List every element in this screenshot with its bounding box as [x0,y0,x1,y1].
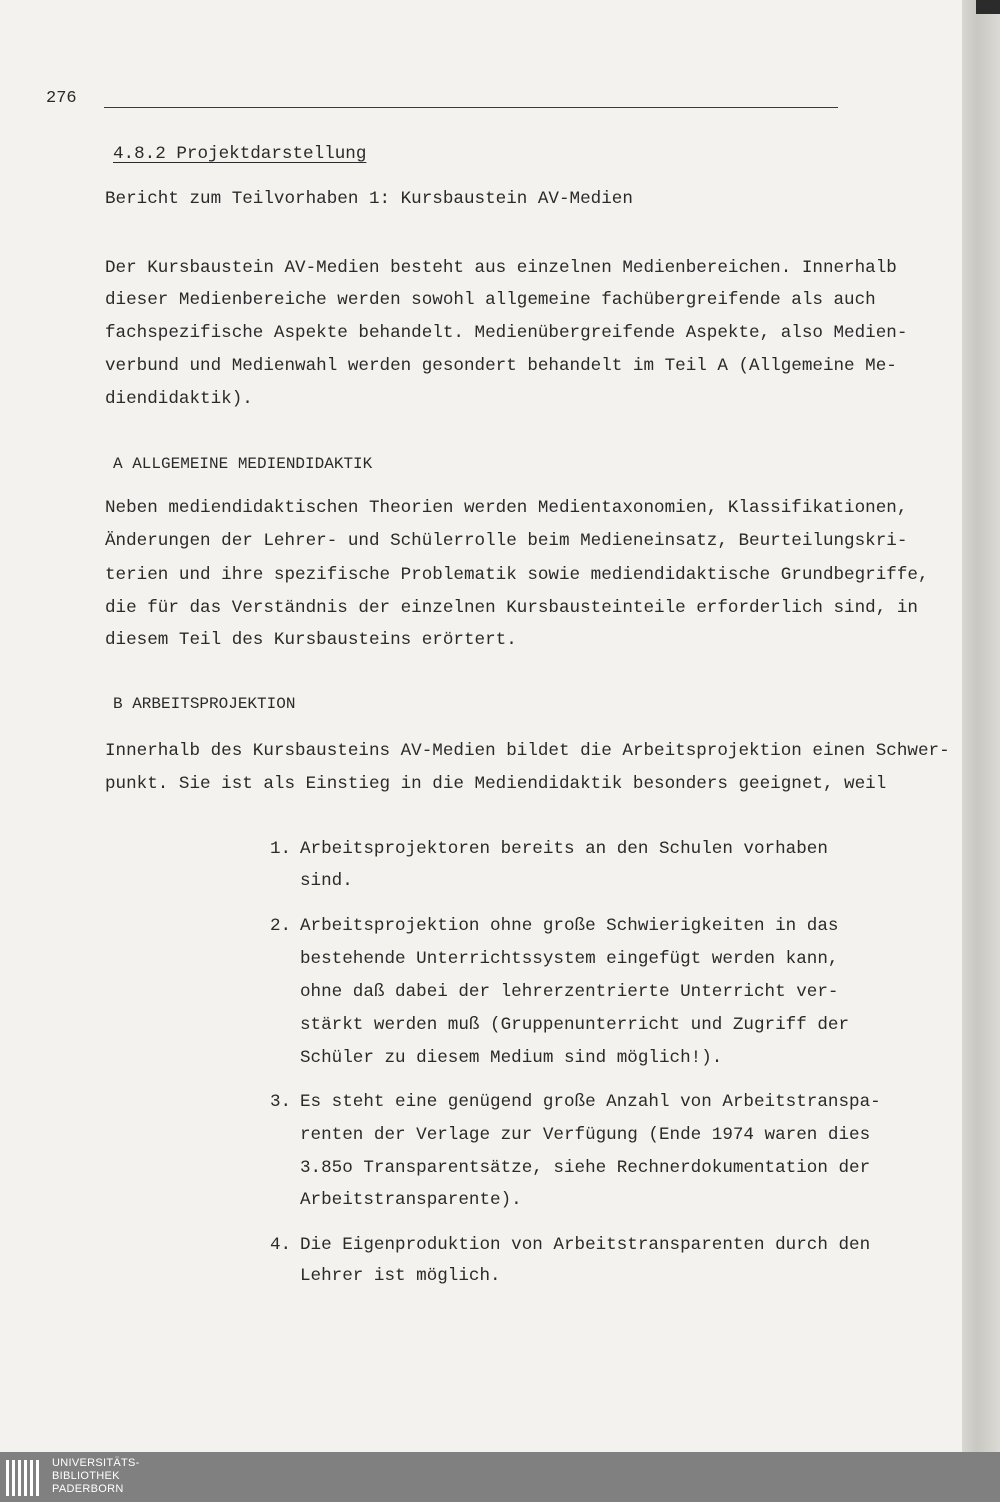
library-logo-text [52,1457,140,1496]
list-item-line: ohne daß dabei der lehrerzentrierte Unterricht ver- [300,982,839,1002]
list-item-number: 4. [270,1235,292,1255]
library-footer-bar [0,1452,1000,1502]
section-b-line: Innerhalb des Kursbausteins AV-Medien bildet die Arbeitsprojektion einen Schwer- [105,741,950,761]
header-rule [104,107,838,108]
section-a-line: diesem Teil des Kursbausteins erörtert. [105,630,517,650]
list-item-line: Es steht eine genügend große Anzahl von Arbeitstranspa- [300,1092,881,1112]
list-item-line: stärkt werden muß (Gruppenunterricht und Zugriff der [300,1015,850,1035]
intro-line: verbund und Medienwahl werden gesondert behandelt im Teil A (Allgemeine Me- [105,356,897,376]
section-a-line: terien und ihre spezifische Problematik sowie mediendidaktische Grundbegriffe, [105,565,929,585]
list-item-line: sind. [300,871,353,891]
intro-line: dieser Medienbereiche werden sowohl allgemeine fachübergreifende als auch [105,290,876,310]
section-a-line: Neben mediendidaktischen Theorien werden Medientaxonomien, Klassifikationen, [105,498,908,518]
section-a-line: Änderungen der Lehrer- und Schülerrolle beim Medieneinsatz, Beurteilungskri- [105,531,908,551]
list-item-number: 2. [270,916,292,936]
list-item-line: Schüler zu diesem Medium sind möglich!). [300,1048,723,1068]
list-item-line: Die Eigenproduktion von Arbeitstransparenten durch den [300,1235,871,1255]
list-item-line: Lehrer ist möglich. [300,1266,501,1286]
logo-line: BIBLIOTHEK [52,1470,120,1482]
list-item-line: Arbeitsprojektion ohne große Schwierigkeiten in das [300,916,839,936]
intro-line: fachspezifische Aspekte behandelt. Medienübergreifende Aspekte, also Medien- [105,323,908,343]
intro-line: Der Kursbaustein AV-Medien besteht aus einzelnen Medienbereichen. Innerhalb [105,258,897,278]
list-item-number: 1. [270,839,292,859]
list-item-line: Arbeitsprojektoren bereits an den Schulen vorhaben [300,839,828,859]
list-item-number: 3. [270,1092,292,1112]
report-title: Bericht zum Teilvorhaben 1: Kursbaustein AV-Medien [105,189,633,209]
section-a-heading: A ALLGEMEINE MEDIENDIDAKTIK [113,455,373,473]
logo-line: UNIVERSITÄTS- [52,1457,140,1469]
page-edge-shadow [962,0,1000,1452]
list-item-line: renten der Verlage zur Verfügung (Ende 1974 waren dies [300,1125,871,1145]
section-a-line: die für das Verständnis der einzelnen Kursbausteinteile erforderlich sind, in [105,598,918,618]
intro-line: diendidaktik). [105,389,253,409]
scan-corner-mark [976,0,1000,14]
list-item-line: bestehende Unterrichtssystem eingefügt werden kann, [300,949,839,969]
section-heading: 4.8.2 Projektdarstellung [113,144,367,164]
section-b-heading: B ARBEITSPROJEKTION [113,695,296,713]
list-item-line: 3.85o Transparentsätze, siehe Rechnerdokumentation der [300,1158,871,1178]
list-item-line: Arbeitstransparente). [300,1190,522,1210]
page-number: 276 [46,89,77,108]
logo-line: PADERBORN [52,1483,124,1495]
section-b-line: punkt. Sie ist als Einstieg in die Mediendidaktik besonders geeignet, weil [105,774,887,794]
library-logo-icon [6,1460,46,1496]
